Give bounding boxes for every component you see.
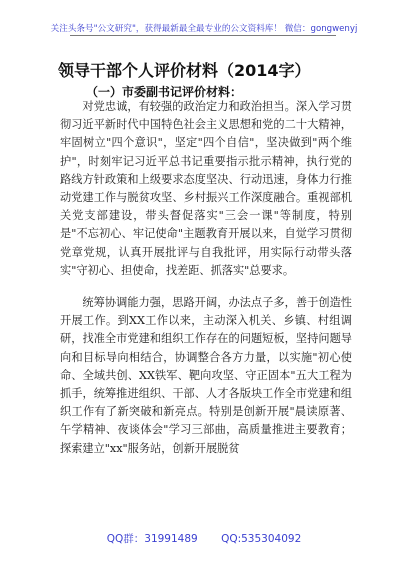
section-heading: （一）市委副书记评价材料： [86, 85, 243, 99]
document-body [60, 98, 352, 458]
header-divider [70, 35, 336, 36]
paragraph-gap [60, 280, 352, 294]
body-paragraph: 统筹协调能力强，思路开阔，办法点子多，善于创造性开展工作。到XX工作以来，主动深入机关、乡镇、村组调研，找准全市党建和组织工作存在的问题短板，坚持问题导向和目标导向相结合，协调整合各方力量，以实施"初心使命、全域共创、XX铁军、靶向攻坚、守正固本"五大工程为抓手，统筹推进组织、干部、人才各版块工作全市党建和组织工作有了新突破和新亮点。特别是创新开展"晨读原著、午学精神、夜谈体会"学习三部曲，高质量推进主要教育；探索建立"xx"服务站，创新开展脱贫 [60, 296, 352, 455]
document-title: 领导干部个人评价材料（2014字） [58, 61, 311, 80]
footer-qq-group[interactable]: QQ群：31991489 [106, 533, 198, 545]
body-paragraph: 对党忠诚，有较强的政治定力和政治担当。深入学习贯彻习近平新时代中国特色社会主义思想和党的二十大精神，牢固树立"四个意识"，坚定"四个自信"，坚决做到"两个维护"，时刻牢记习近平总书记重要指示批示精神，执行党的路线方针政策和上级要求态度坚决、行动迅速，身体力行推动党建工作与脱贫攻坚、乡村振兴工作深度融合。重视部机关党支部建设，带头督促落实"三会一课"等制度，特别是"不忘初心、牢记使命"主题教育开展以来，自觉学习贯彻党章党规，认真开展批评与自我批评，用实际行动带头落实"守初心、担使命，找差距、抓落实"总要求。 [60, 100, 352, 277]
footer-contact [0, 531, 408, 547]
promo-banner-text[interactable]: 关注头条号"公文研究"，获得最新最全最专业的公文资料库！ 微信：gongwenyj [50, 24, 358, 34]
header-banner [0, 0, 408, 40]
footer-qq-contact[interactable]: QQ:535304092 [221, 533, 302, 545]
